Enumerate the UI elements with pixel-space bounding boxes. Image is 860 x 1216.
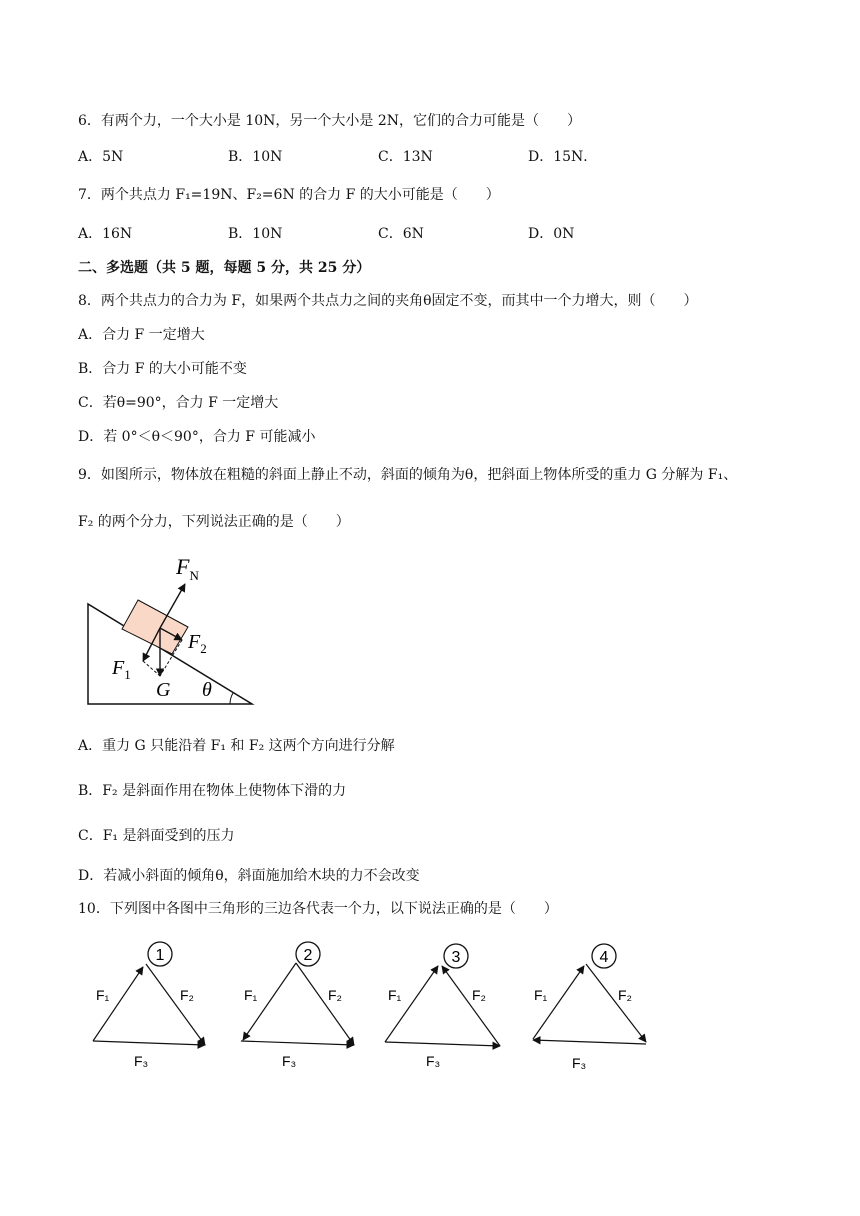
f1-label: F₁ [388, 987, 402, 1003]
label-f2: $F_2$ [188, 631, 207, 656]
q7-stem: 7．两个共点力 F₁=19N、F₂=6N 的合力 F 的大小可能是（ ） [78, 187, 500, 203]
theta-arc [230, 693, 233, 704]
q6-option-d: D．15N． [528, 149, 598, 165]
f3-label: F₃ [572, 1055, 587, 1071]
f1-label: F₁ [244, 987, 258, 1003]
label-theta: θ [202, 679, 212, 701]
triangle-figure-3 [380, 938, 520, 1073]
figure-number: 1 [155, 947, 165, 964]
q7-option-c: C．6N [378, 226, 424, 242]
q9-stem-line2: F₂ 的两个分力，下列说法正确的是（ ） [78, 514, 350, 530]
q7-option-a: A．16N [78, 226, 133, 242]
q8-option-b: B．合力 F 的大小可能不变 [78, 361, 247, 377]
f3-label: F₃ [282, 1053, 297, 1069]
section-title: 二、多选题（共 5 题，每题 5 分，共 25 分） [78, 260, 371, 276]
q6-option-b: B．10N [228, 149, 283, 165]
figure-number: 3 [451, 949, 461, 966]
f2-side [146, 964, 205, 1045]
f3-side [241, 1041, 354, 1045]
q9-option-c: C．F₁ 是斜面受到的压力 [78, 828, 235, 844]
q6-option-c: C．13N [378, 149, 433, 165]
f2-side [442, 966, 500, 1046]
f1-side [385, 966, 438, 1042]
q9-stem-line1: 9．如图所示，物体放在粗糙的斜面上静止不动，斜面的倾角为θ，把斜面上物体所受的重力 G 分解为 F₁、 [78, 467, 738, 483]
figure-number: 4 [599, 949, 609, 966]
label-g: G [156, 679, 171, 701]
figure-number: 2 [303, 947, 313, 964]
q10-stem: 10．下列图中各图中三角形的三边各代表一个力，以下说法正确的是（ ） [78, 901, 558, 917]
q8-stem: 8．两个共点力的合力为 F，如果两个共点力之间的夹角θ固定不变，而其中一个力增大，则（ ） [78, 293, 698, 309]
triangle-figure-2 [236, 938, 376, 1073]
f1-side [93, 967, 143, 1041]
f3-side [533, 1040, 646, 1044]
dashed-line-1 [143, 661, 160, 676]
q6-option-a: A．5N [78, 149, 124, 165]
f2-label: F₂ [618, 987, 632, 1003]
triangle-figure-1 [88, 938, 228, 1073]
q8-option-a: A．合力 F 一定增大 [78, 327, 205, 343]
incline-figure [80, 552, 280, 712]
label-fn: $F_N$ [176, 554, 199, 583]
label-f1: $F_1$ [112, 657, 131, 682]
q7-option-d: D．0N [528, 226, 575, 242]
q9-option-d: D．若减小斜面的倾角θ，斜面施加给木块的力不会改变 [78, 868, 420, 884]
f3-label: F₃ [134, 1053, 149, 1069]
q8-option-c: C．若θ=90°，合力 F 一定增大 [78, 395, 279, 411]
q9-option-a: A．重力 G 只能沿着 F₁ 和 F₂ 这两个方向进行分解 [78, 738, 395, 754]
q7-option-b: B．10N [228, 226, 283, 242]
q6-stem: 6．有两个力，一个大小是 10N，另一个大小是 2N，它们的合力可能是（ ） [78, 113, 582, 129]
f2-label: F₂ [472, 987, 486, 1003]
f3-side [93, 1041, 205, 1045]
triangle-figure-4 [526, 938, 666, 1073]
f2-label: F₂ [328, 987, 342, 1003]
f2-label: F₂ [180, 987, 194, 1003]
f3-side [385, 1042, 500, 1046]
q8-option-d: D．若 0°＜θ＜90°，合力 F 可能减小 [78, 429, 316, 445]
f1-label: F₁ [534, 987, 548, 1003]
f2-side [586, 964, 646, 1042]
f3-label: F₃ [426, 1053, 441, 1069]
q9-option-b: B．F₂ 是斜面作用在物体上使物体下滑的力 [78, 783, 347, 799]
f2-side [296, 963, 354, 1045]
f1-label: F₁ [96, 987, 110, 1003]
